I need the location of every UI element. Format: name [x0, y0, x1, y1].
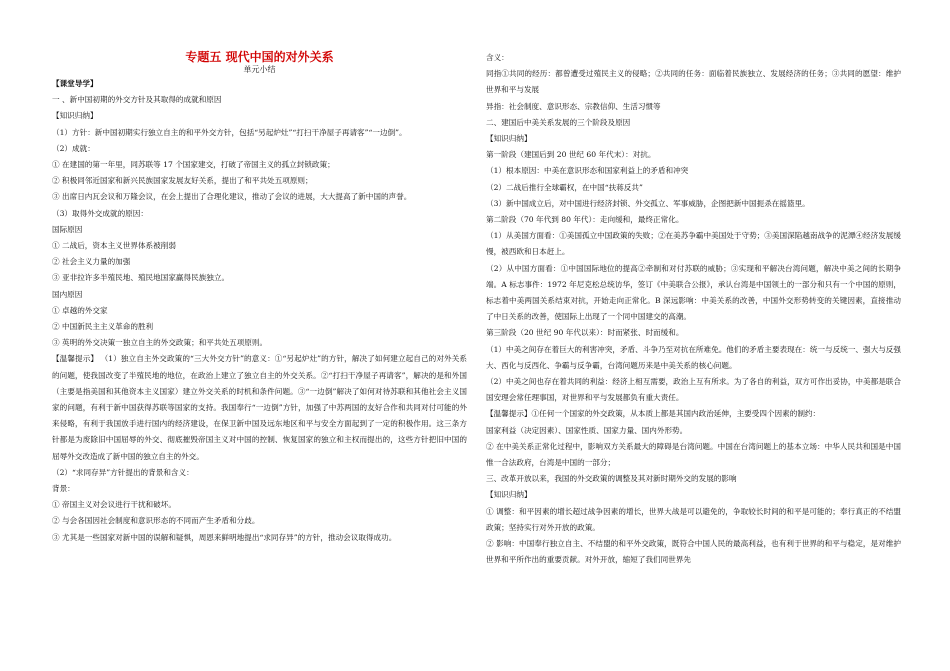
right-paragraph: ② 在中美关系正常化过程中，影响双方关系最大的障碍是台湾问题。中国在台湾问题上的基本立场：中华人民共和国是中国惟一合法政府，台湾是中国的一部分；: [486, 441, 901, 468]
right-paragraph: 【知识归纳】: [486, 490, 532, 500]
right-paragraph: 二、建国后中美关系发展的三个阶段及原因: [486, 117, 631, 127]
right-paragraph: 异指：社会制度、意识形态、宗教信仰、生活习惯等: [486, 101, 661, 111]
left-column-body: [52, 76, 467, 546]
left-paragraph: 【知识归纳】: [52, 111, 98, 121]
right-paragraph: 同指①共同的经历：都曾遭受过殖民主义的侵略；②共同的任务：面临着民族独立、发展经济的任务；③共同的愿望：维护世界和平与发展: [486, 69, 901, 95]
right-paragraph: ② 影响：中国奉行独立自主、不结盟的和平外交政策，既符合中国人民的最高利益，也有利于世界的和平与稳定，是对维护世界和平所作出的重要贡献。对外开放，缩短了我们同世界先: [486, 539, 901, 565]
right-paragraph: （1）中美之间存在着巨大的利害冲突，矛盾、斗争乃至对抗在所难免。他们的矛盾主要表现在：统一与反统一、强大与反强大、西化与反西化、争霸与反争霸，台湾问题历来是中美关系的核心问题。: [486, 344, 901, 370]
right-paragraph: 第三阶段（20 世纪 90 年代以来）：时而紧张、时而缓和。: [486, 328, 684, 338]
right-paragraph: 第一阶段（建国后到 20 世纪 60 年代末）：对抗。: [486, 150, 656, 160]
left-paragraph: ② 社会主义力量的加强: [52, 257, 131, 267]
left-paragraph: 国际原因: [52, 224, 83, 234]
right-column-body: [486, 50, 901, 569]
left-paragraph: ② 与会各国因社会制度和意识形态的不同而产生矛盾和分歧。: [52, 516, 260, 526]
right-paragraph: 【知识归纳】: [486, 134, 532, 144]
right-paragraph: 含义：: [486, 53, 509, 62]
left-paragraph: ② 中国新民主主义革命的胜利: [52, 322, 154, 332]
right-paragraph: （3）新中国成立后，对中国进行经济封锁、外交孤立、军事威胁，企图把新中国扼杀在摇篮里。: [486, 198, 810, 208]
right-paragraph: 三、改革开放以来，我国的外交政策的调整及其对新时期外交的发展的影响: [486, 474, 737, 484]
right-paragraph: （1）从美国方面看：①美国孤立中国政策的失败；②在美苏争霸中美国处于守势；③美国深陷越南战争的泥潭④经济发展缓慢，被西欧和日本赶上。: [486, 231, 901, 257]
right-paragraph: 【温馨提示】①任何一个国家的外交政策，从本质上都是其国内政治延伸，主要受四个因素的制约：: [486, 409, 821, 419]
left-paragraph: （2）成就：: [52, 143, 95, 153]
left-paragraph: ① 卓越的外交家: [52, 305, 108, 315]
left-paragraph: ① 二战后，资本主义世界体系被削弱: [52, 241, 176, 251]
right-paragraph: （2）从中国方面看：①中国国际地位的提高②牵制和对付苏联的威胁；③实现和平解决台湾问题，解决中美之间的长期争端。A 标志事件：1972 年尼克松总统访华，签订《中美联合公报》，承认台湾是中国领土的一部分和只有一个中国的原则，标志着中美两国关系结束对抗，开始走向正常化。B 深远影响：中美关系的改善，中国外交形势转变的关键因素，直接推动了中日关系的改善，使国际上出现了一个同中国建交的高潮。: [486, 263, 901, 322]
left-paragraph: ③ 英明的外交决策一独立自主的外交政策；和平共处五项原则。: [52, 338, 268, 348]
left-column: [52, 50, 467, 546]
left-paragraph: 国内原因: [52, 289, 83, 299]
left-paragraph: ③ 尤其是一些国家对新中国的误解和疑惧，周恩来鲜明地提出“求同存异”的方针，推动会议取得成功。: [52, 532, 397, 542]
left-paragraph: 【课堂导学】: [52, 79, 98, 88]
left-paragraph: ② 积极同邻近国家和新兴民族国家发展友好关系，提出了和平共处五项原则；: [52, 176, 313, 186]
left-paragraph: 一 、新中国初期的外交方针及其取得的成就和原因: [52, 95, 222, 105]
right-paragraph: （1）根本原因：中美在意识形态和国家利益上的矛盾和冲突: [486, 166, 689, 176]
right-column: [486, 50, 901, 569]
right-paragraph: （2）二战后推行全球霸权，在中国“扶蒋反共”: [486, 182, 643, 192]
left-paragraph: ③ 亚非拉许多半殖民地、殖民地国家赢得民族独立。: [52, 273, 230, 283]
right-paragraph: ① 调整：和平因素的增长超过战争因素的增长，世界大战是可以避免的，争取较长时间的和平是可能的；奉行真正的不结盟政策；坚持实行对外开放的政策。: [486, 506, 901, 532]
left-paragraph: （2）“求同存异”方针提出的背景和含义：: [52, 467, 194, 477]
page-title: 专题五 现代中国的对外关系: [185, 50, 334, 64]
page-subtitle: 单元小结: [243, 65, 276, 74]
left-paragraph: 背景：: [52, 484, 75, 494]
left-paragraph: ① 帝国主义对会议进行干扰和破坏。: [52, 500, 176, 510]
right-paragraph: 国家利益（决定因素）、国家性质、国家力量、国内外形势。: [486, 425, 688, 435]
left-paragraph: ① 在建国的第一年里，同苏联等 17 个国家建交，打破了帝国主义的孤立封锁政策；: [52, 160, 335, 170]
left-paragraph: ③ 出席日内瓦会议和万隆会议，在会上提出了合理化建议，推动了会议的进展，大大提高了新中国的声誉。: [52, 192, 412, 202]
left-paragraph: 【温馨提示】 （1）独立自主外交政策的“三大外交方针”的意义：①“另起炉灶”的方针，解决了如何建立起自己的对外关系的问题，使我国改变了半殖民地的地位，在政治上建立了独立自主的外交关系。②“打扫干净屋子再请客”，解决的是和外国（主要是指美国和其他资本主义国家）建立外交关系的时机和条件问题。③“一边倒”解决了如何对待苏联和其他社会主义国家的问题，有利于新中国获得苏联等国家的支持。我国奉行“一边倒”方针，加强了中苏两国的友好合作和共同对付可能的外来侵略，有利于我国放手进行国内的经济建设，在保卫新中国及远东地区和平与安全方面起到了一定的积极作用。这三条方针都是为废除旧中国屈辱的外交、彻底摧毁帝国主义对中国的控制、恢复国家的独立和主权而提出的，这些方针把旧中国的屈辱外交改造成了新中国的独立自主的外交。: [52, 354, 467, 461]
left-paragraph: （1）方针：新中国初期实行独立自主的和平外交方针，包括“另起炉灶”“打扫干净屋子再请客”“一边倒”。: [52, 127, 407, 137]
right-paragraph: 第二阶段（70 年代到 80 年代）：走向缓和，最终正常化。: [486, 215, 684, 225]
right-paragraph: （2）中美之间也存在着共同的利益：经济上相互需要，政治上互有所求。为了各自的利益，双方可作出妥协，中美都是联合国安理会常任理事国，对世界和平与发展都负有重大责任。: [486, 377, 901, 403]
left-paragraph: （3）取得外交成就的原因：: [52, 208, 148, 218]
